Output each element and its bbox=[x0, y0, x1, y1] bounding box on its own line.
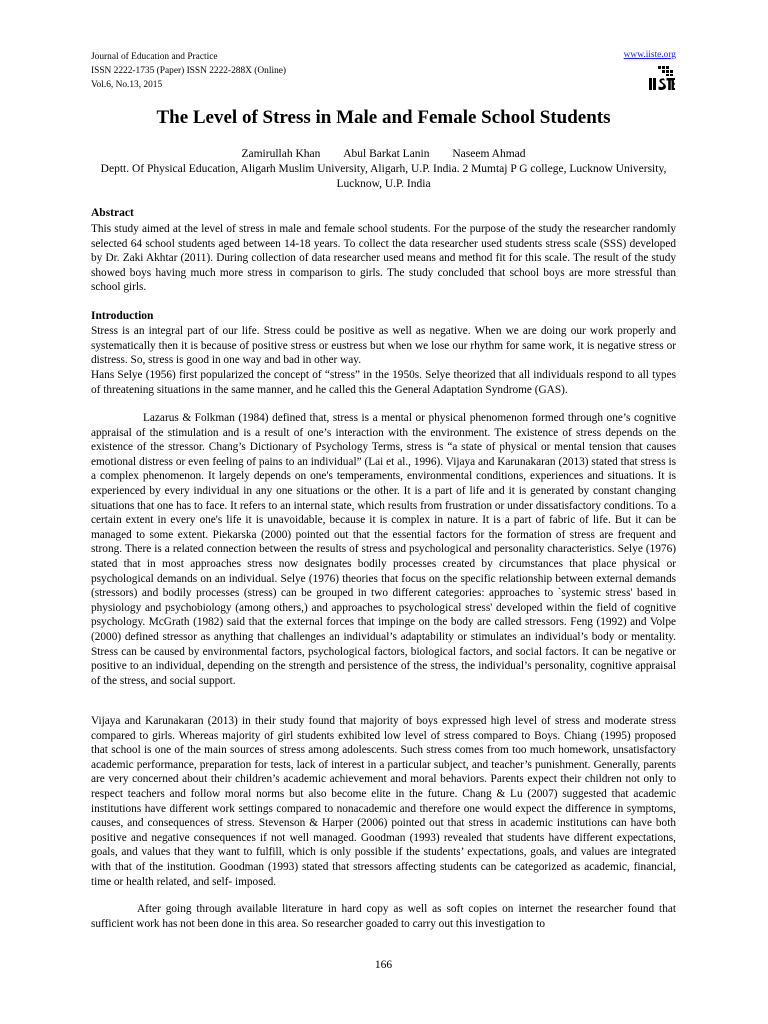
journal-name: Journal of Education and Practice bbox=[91, 52, 218, 62]
author-name: Zamirullah Khan bbox=[241, 148, 321, 160]
abstract-heading: Abstract bbox=[91, 207, 134, 219]
journal-volume: Vol.6, No.13, 2015 bbox=[91, 80, 163, 90]
author-affiliation: Deptt. Of Physical Education, Aligarh Muslim University, Aligarh, U.P. India. 2 Mumtaj P G college, Lucknow University, Lucknow, U.P. India bbox=[100, 163, 667, 190]
paper-page bbox=[91, 0, 676, 1024]
abstract-text: This study aimed at the level of stress in male and female school students. For the purpose of the study the researcher randomly selected 64 school students aged between 14-18 years. To collect the data researcher used students stress scale (SSS) developed by Dr. Zaki Akhtar (2011). During collection of data researcher used means and method fit for this scale. The result of the study showed boys having much more stress in comparison to girls. The study concluded that school boys are more stressful than school girls. bbox=[91, 223, 676, 294]
journal-issn: ISSN 2222-1735 (Paper) ISSN 2222-288X (Online) bbox=[91, 66, 287, 76]
intro-paragraph: Lazarus & Folkman (1984) defined that, stress is a mental or physical phenomenon formed through one’s cognitive appraisal of the stimulation and is a result of one’s interaction with the environment. The existence of stress depends on the existence of the stressor. Chang’s Dictionary of Psychology Terms, stress is “a state of physical or mental tension that causes emotional distress or even feeling of pains to an individual” (Lai et al., 1996). Vijaya and Karunakaran (2013) stated that stress is a complex phenomenon. It largely depends on one's temperaments, environmental conditions, experiences and situations. It is experienced by every individual in any one situations or the other. It is a part of life and it is generated by constant changing situations that one has to face. It refers to an internal state, which results from frustration or under dissatisfactory conditions. To a certain extent in every one's life it is unavoidable, because it is complex in nature. It is a part of fabric of life. But it can be managed to some extent. Piekarska (2000) pointed out that the essential factors for the formation of stress are frequent and strong. There is a related connection between the results of stress and psychological and personality characteristics. Selye (1976) stated that in most approaches stress now designates bodily processes created by circumstances that place physical or psychological demands on an individual. Selye (1976) theories that focus on the specific relationship between external demands (stressors) and bodily processes (stress) can be grouped in two different categories: approaches to `systemic stress' based in physiology and psychobiology (among others,) and approaches to psychological stress' developed within the field of cognitive psychology. McGrath (1982) said that the external forces that impinge on the body are called stressors. Feng (1992) and Volpe (2000) defined stressor as anything that challenges an individual’s adaptability or stimulates an individual’s body or mentality. Stress can be caused by environmental factors, psychological factors, biological factors, and social factors. It can be negative or positive to an individual, depending on the strength and persistence of the stress, the individual’s personality, cognitive appraisal of the stress, and social support. bbox=[91, 412, 676, 687]
intro-paragraph: Hans Selye (1956) first popularized the concept of “stress” in the 1950s. Selye theorized that all individuals respond to all types of threatening situations in the same manner, and he called this the General Adaptation Syndrome (GAS). bbox=[91, 369, 676, 396]
intro-paragraph: After going through available literature in hard copy as well as soft copies on internet the researcher found that sufficient work has not been done in this area. So researcher goaded to carry out this investigation to bbox=[91, 903, 676, 930]
paper-title: The Level of Stress in Male and Female School Students bbox=[156, 107, 611, 128]
intro-paragraph: Vijaya and Karunakaran (2013) in their study found that majority of boys expressed high level of stress and moderate stress compared to girls. Whereas majority of girl students exhibited low level of stress compared to Boys. Chiang (1995) proposed that school is one of the main sources of stress among adolescents. Such stress comes from too much homework, unsatisfactory academic performance, preparation for tests, lack of interest in a particular subject, and teacher’s punishment. Generally, parents are very concerned about their children’s academic achievement and moral behaviors. Parents expect their children not only to respect teachers and follow moral norms but also become elite in the future. Chang & Lu (2007) suggested that academic institutions have different work settings compared to nonacademic and therefore one would expect the difference in symptoms, causes, and consequences of stress. Stevenson & Harper (2006) pointed out that stress in academic institutions can have both positive and negative consequences if not well managed. Goodman (1993) revealed that students have different expectations, goals, and values that they want to fulfill, which is only possible if the students’ expectations, goals, and values are integrated with that of the institution. Goodman (1993) stated that stressors affecting students can be categorized as academic, financial, time or health related, and self- imposed. bbox=[91, 715, 676, 888]
introduction-heading: Introduction bbox=[91, 310, 154, 322]
page-number: 166 bbox=[374, 959, 393, 971]
journal-website-link[interactable]: www.iiste.org bbox=[623, 50, 676, 60]
iiste-logo bbox=[649, 66, 675, 90]
author-list bbox=[91, 146, 676, 162]
author-name: Naseem Ahmad bbox=[452, 148, 526, 160]
author-name: Abul Barkat Lanin bbox=[343, 148, 430, 160]
intro-paragraph: Stress is an integral part of our life. Stress could be positive as well as negative. When we are doing our work properly and systematically then it is because of positive stress or eustress but when we lose our rhythm for same work, it is negative stress or distress. So, stress is good in one way and bad in other way. bbox=[91, 325, 676, 367]
